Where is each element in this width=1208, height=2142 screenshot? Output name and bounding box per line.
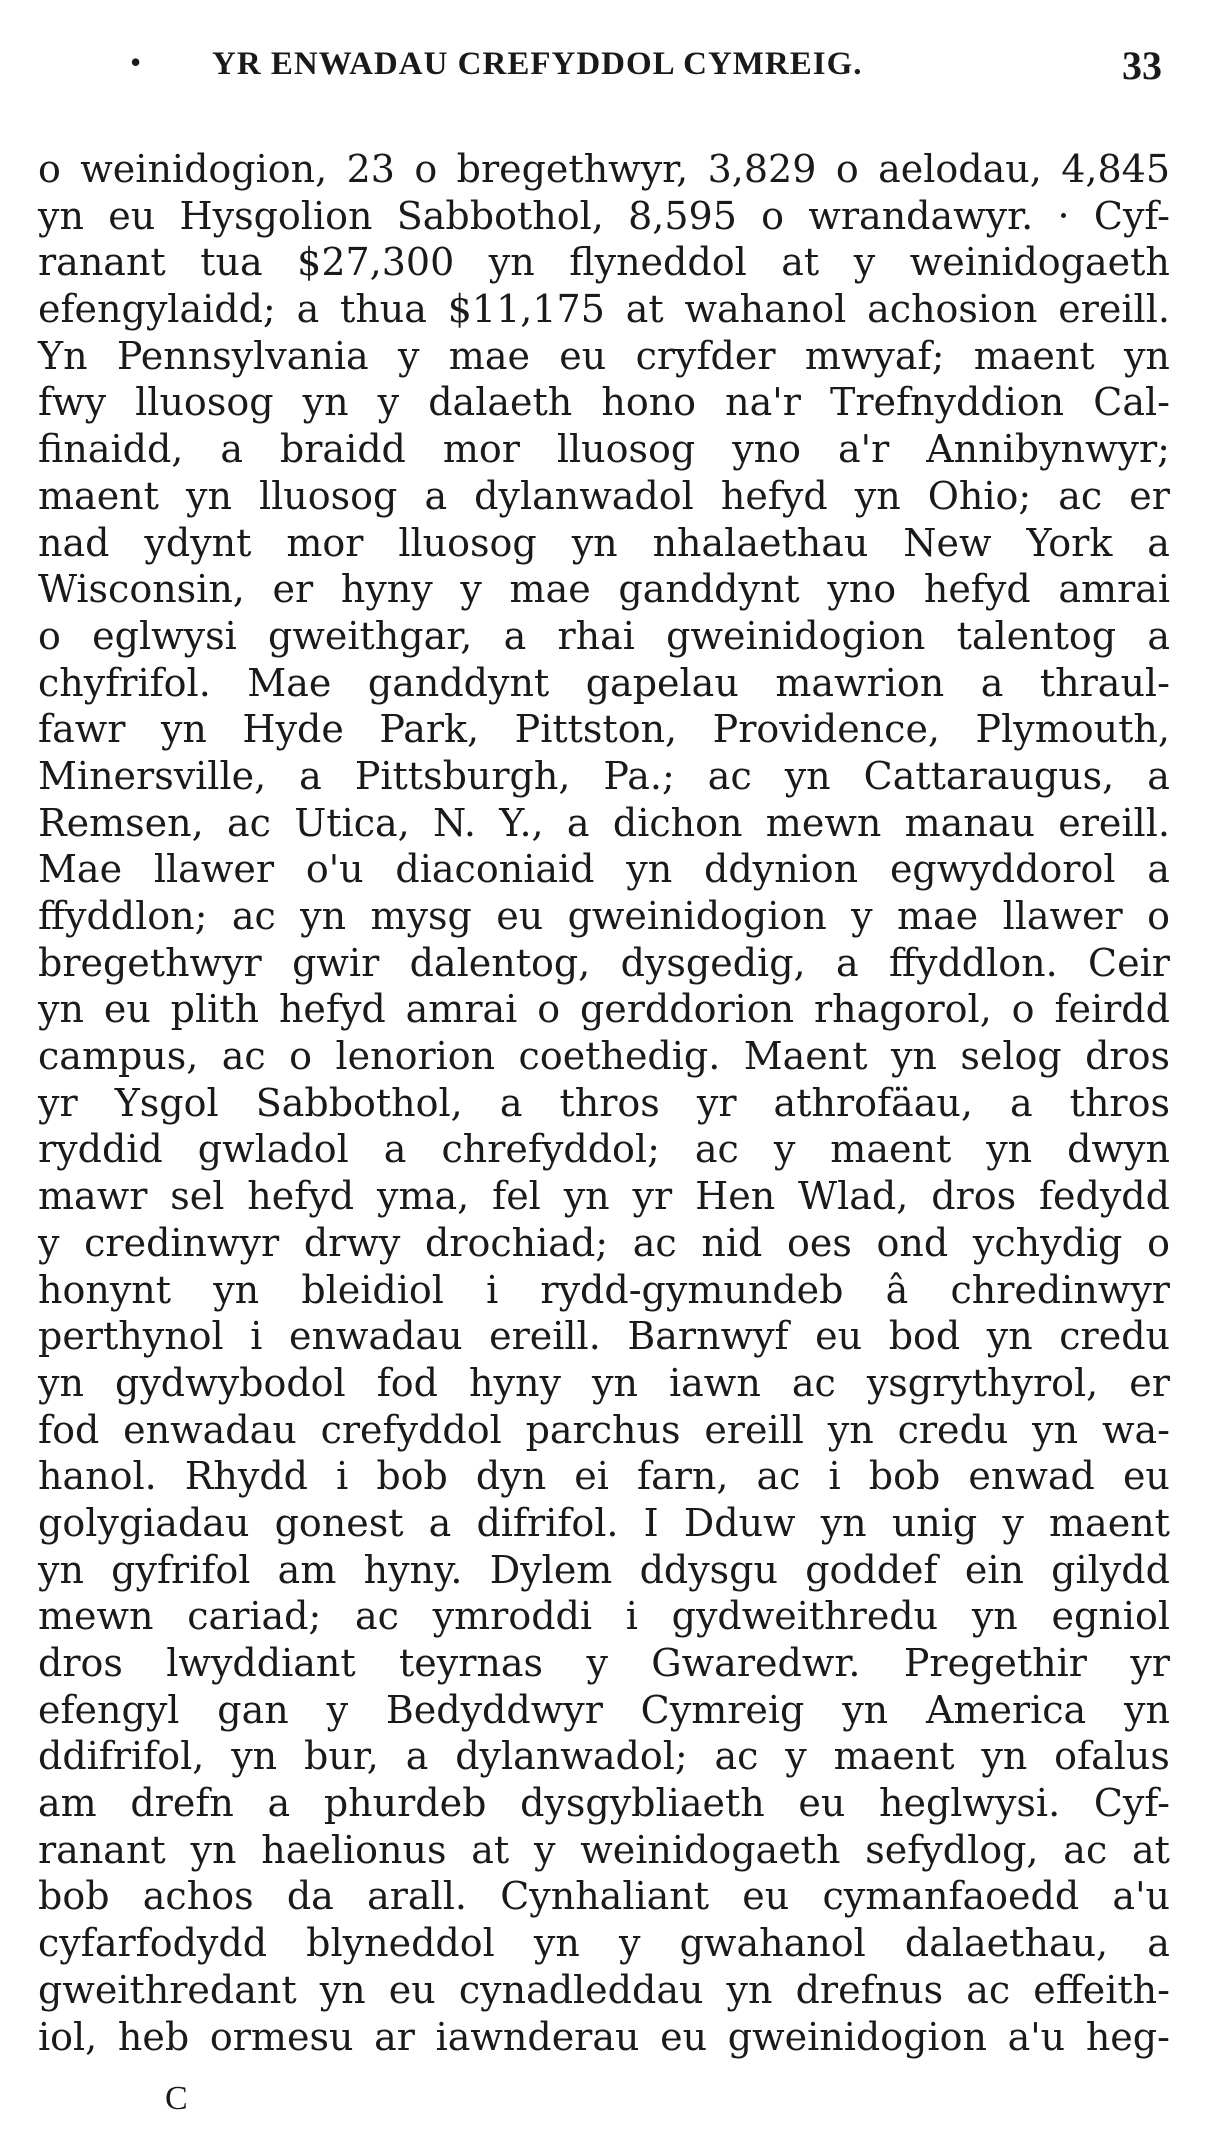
text-line: yr Ysgol Sabbothol, a thros yr athrofäau, a thros bbox=[38, 1080, 1170, 1125]
page-header bbox=[40, 42, 1170, 92]
text-line: mewn cariad; ac ymroddi i gydweithredu yn egniol bbox=[38, 1594, 1170, 1639]
text-line: gweithredant yn eu cynadleddau yn drefnus ac effeith- bbox=[38, 1967, 1170, 2012]
text-line: ryddid gwladol a chrefyddol; ac y maent yn dwyn bbox=[38, 1127, 1170, 1172]
text-line: yn eu Hysgolion Sabbothol, 8,595 o wrandawyr. · Cyf- bbox=[38, 193, 1170, 238]
text-line: ffyddlon; ac yn mysg eu gweinidogion y mae llawer o bbox=[38, 894, 1170, 938]
running-title: YR ENWADAU CREFYDDOL CYMREIG. bbox=[212, 46, 863, 82]
text-line: chyfrifol. Mae ganddynt gapelau mawrion a thraul- bbox=[38, 660, 1170, 705]
text-line: o eglwysi gweithgar, a rhai gweinidogion talentog a bbox=[38, 613, 1170, 658]
text-line: yn eu plith hefyd amrai o gerddorion rhagorol, o feirdd bbox=[38, 987, 1170, 1032]
text-line: o weinidogion, 23 o bregethwyr, 3,829 o aelodau, 4,845 bbox=[38, 147, 1170, 191]
text-line: ranant tua $27,300 yn flyneddol at y weinidogaeth bbox=[38, 240, 1170, 285]
text-line: Minersville, a Pittsburgh, Pa.; ac yn Cattaraugus, a bbox=[38, 753, 1170, 798]
text-line: yn gydwybodol fod hyny yn iawn ac ysgrythyrol, er bbox=[38, 1360, 1170, 1405]
text-line: efengyl gan y Bedyddwyr Cymreig yn America yn bbox=[38, 1687, 1170, 1732]
text-line: fwy lluosog yn y dalaeth hono na'r Trefnyddion Cal- bbox=[38, 380, 1170, 425]
body-paragraph bbox=[38, 146, 1170, 2060]
text-line: bob achos da arall. Cynhaliant eu cymanfaoedd a'u bbox=[38, 1874, 1170, 1919]
text-line: Wisconsin, er hyny y mae ganddynt yno hefyd amrai bbox=[38, 567, 1170, 612]
text-line: fawr yn Hyde Park, Pittston, Providence, Plymouth, bbox=[38, 707, 1170, 752]
text-line: efengylaidd; a thua $11,175 at wahanol achosion ereill. bbox=[38, 287, 1170, 332]
text-line: Remsen, ac Utica, N. Y., a dichon mewn manau ereill. bbox=[38, 800, 1170, 845]
text-line: fod enwadau crefyddol parchus ereill yn credu yn wa- bbox=[38, 1407, 1170, 1452]
text-line: y credinwyr drwy drochiad; ac nid oes ond ychydig o bbox=[38, 1220, 1170, 1265]
text-line: mawr sel hefyd yma, fel yn yr Hen Wlad, dros fedydd bbox=[38, 1174, 1170, 1219]
text-line: yn gyfrifol am hyny. Dylem ddysgu goddef ein gilydd bbox=[38, 1547, 1170, 1592]
text-line: cyfarfodydd blyneddol yn y gwahanol dalaethau, a bbox=[38, 1921, 1170, 1966]
text-line: dros lwyddiant teyrnas y Gwaredwr. Pregethir yr bbox=[38, 1641, 1170, 1685]
text-line: am drefn a phurdeb dysgybliaeth eu heglwysi. Cyf- bbox=[38, 1781, 1170, 1826]
text-line: Mae llawer o'u diaconiaid yn ddynion egwyddorol a bbox=[38, 847, 1170, 892]
text-line: nad ydynt mor lluosog yn nhalaethau New York a bbox=[38, 520, 1170, 565]
text-line: golygiadau gonest a difrifol. I Dduw yn unig y maent bbox=[38, 1500, 1170, 1545]
text-line: perthynol i enwadau ereill. Barnwyf eu bod yn credu bbox=[38, 1314, 1170, 1359]
text-line: hanol. Rhydd i bob dyn ei farn, ac i bob enwad eu bbox=[38, 1454, 1170, 1499]
text-line: maent yn lluosog a dylanwadol hefyd yn Ohio; ac er bbox=[38, 473, 1170, 518]
text-line: Yn Pennsylvania y mae eu cryfder mwyaf; maent yn bbox=[38, 333, 1170, 378]
text-line: bregethwyr gwir dalentog, dysgedig, a ffyddlon. Ceir bbox=[38, 940, 1170, 985]
text-line: ranant yn haelionus at y weinidogaeth sefydlog, ac at bbox=[38, 1827, 1170, 1872]
text-line: campus, ac o lenorion coethedig. Maent yn selog dros bbox=[38, 1034, 1170, 1079]
header-bullet: • bbox=[130, 44, 142, 80]
signature-mark: C bbox=[165, 2080, 188, 2117]
page-number: 33 bbox=[1122, 43, 1162, 88]
text-line: honynt yn bleidiol i rydd-gymundeb â chredinwyr bbox=[38, 1267, 1170, 1312]
text-line: ddifrifol, yn bur, a dylanwadol; ac y maent yn ofalus bbox=[38, 1734, 1170, 1779]
text-line: finaidd, a braidd mor lluosog yno a'r Annibynwyr; bbox=[38, 427, 1170, 472]
text-line: iol, heb ormesu ar iawnderau eu gweinidogion a'u heg- bbox=[38, 2014, 1170, 2059]
